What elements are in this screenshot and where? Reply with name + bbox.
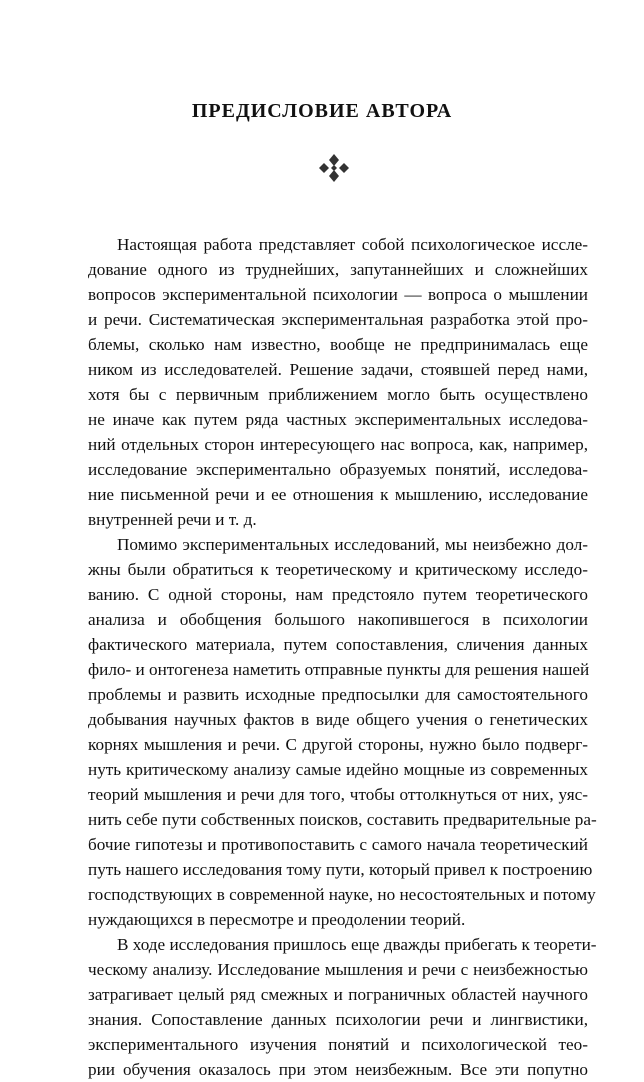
text-line: бочие гипотезы и противопоставить с самого начала теоретический: [88, 835, 588, 854]
text-line: фактического материала, путем сопоставления, сличения данных: [88, 635, 588, 654]
text-line: и речи. Систематическая экспериментальная разработка этой про-: [88, 310, 588, 329]
text-line: блемы, сколько нам известно, вообще не предпринималась еще: [88, 335, 588, 354]
body-text: [88, 232, 597, 1082]
chapter-heading: ПРЕДИСЛОВИЕ АВТОРА: [191, 100, 453, 122]
text-line: анализа и обобщения большого накопившегося в психологии: [88, 610, 588, 629]
text-line: внутренней речи и т. д.: [88, 510, 257, 529]
text-line: рии обучения оказалось при этом неизбежным. Все эти попутно: [88, 1060, 588, 1079]
text-line: затрагивает целый ряд смежных и пограничных областей научного: [88, 985, 588, 1004]
text-line: В ходе исследования пришлось еще дважды прибегать к теорети-: [117, 935, 597, 954]
text-line: проблемы и развить исходные предпосылки для самостоятельного: [88, 685, 588, 704]
text-line: господствующих в современной науке, но несостоятельных и потому: [88, 885, 596, 904]
text-line: ником из исследователей. Решение задачи, стоявшей перед нами,: [88, 360, 588, 379]
text-line: ний отдельных сторон интересующего нас вопроса, как, например,: [88, 435, 588, 454]
text-line: теорий мышления и речи для того, чтобы оттолкнуться от них, уяс-: [88, 785, 588, 804]
text-line: ние письменной речи и ее отношения к мышлению, исследование: [88, 485, 588, 504]
text-line: нуть критическому анализу самые идейно мощные из современных: [88, 760, 588, 779]
text-line: хотя бы с первичным приближением могло быть осуществлено: [88, 385, 588, 404]
text-line: ванию. С одной стороны, нам предстояло путем теоретического: [88, 585, 588, 604]
text-line: экспериментального изучения понятий и психологической тео-: [88, 1035, 588, 1054]
text-line: добывания научных фактов в виде общего учения о генетических: [88, 710, 588, 729]
paragraph: [88, 532, 597, 932]
paragraph: [88, 232, 588, 532]
text-line: нить себе пути собственных поисков, составить предварительные ра-: [88, 810, 597, 829]
text-line: Помимо экспериментальных исследований, мы неизбежно дол-: [117, 535, 588, 554]
text-line: путь нашего исследования тому пути, который привел к построению: [88, 860, 593, 879]
diamond-cluster-ornament-icon: [318, 152, 350, 184]
text-line: не иначе как путем ряда частных экспериментальных исследова-: [88, 410, 588, 429]
text-line: дование одного из труднейших, запутаннейших и сложнейших: [88, 260, 588, 279]
text-line: фило- и онтогенеза наметить отправные пункты для решения нашей: [88, 660, 590, 679]
text-line: Настоящая работа представляет собой психологическое иссле-: [117, 235, 588, 254]
text-line: исследование экспериментально образуемых понятий, исследова-: [88, 460, 588, 479]
text-line: нуждающихся в пересмотре и преодолении теорий.: [88, 910, 466, 929]
text-line: корнях мышления и речи. С другой стороны, нужно было подверг-: [88, 735, 588, 754]
text-line: жны были обратиться к теоретическому и критическому исследо-: [88, 560, 588, 579]
text-line: знания. Сопоставление данных психологии речи и лингвистики,: [88, 1010, 588, 1029]
text-line: вопросов экспериментальной психологии — вопроса о мышлении: [88, 285, 588, 304]
paragraph: [88, 932, 597, 1082]
text-line: ческому анализу. Исследование мышления и речи с неизбежностью: [88, 960, 588, 979]
